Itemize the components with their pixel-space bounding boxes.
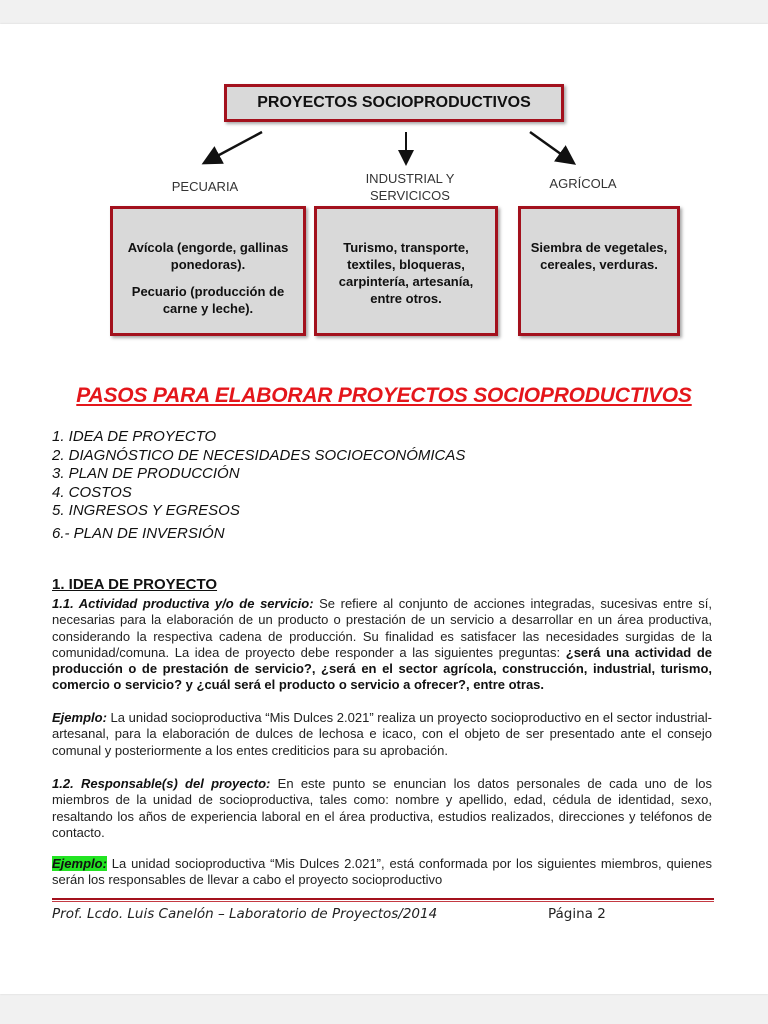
paragraph-questions: ¿será una actividad de producción o de prestación de servicio?, ¿será en el sector agrícola, construcción, industrial, turismo, comercio o servicio? y ¿cuál será el producto o servicio a ofrecer?, entre otras. — [52, 644, 712, 693]
category-box-text: Siembra de vegetales, cereales, verduras. — [530, 240, 668, 272]
document-page — [0, 24, 768, 994]
paragraph-text: La unidad socioproductiva “Mis Dulces 2.021”, está conformada por los siguientes miembros, quienes serán los responsables de llevar a cabo el proyecto socioproductivo — [52, 856, 712, 888]
section-title: 1. IDEA DE PROYECTO — [52, 576, 218, 593]
category-label-pecuaria: PECUARIA — [171, 179, 239, 194]
example-label-highlighted: Ejemplo: — [52, 856, 107, 871]
diagram-root-box — [224, 84, 564, 122]
category-box-industrial — [314, 206, 498, 336]
diagram-root-label: PROYECTOS SOCIOPRODUCTIVOS — [257, 94, 531, 111]
arrow-to-agricola — [530, 132, 572, 162]
footer-rule-bottom — [52, 901, 714, 902]
footer-author: Prof. Lcdo. Luis Canelón – Laboratorio de Proyectos/2014 — [52, 906, 438, 922]
list-item: 5. INGRESOS Y EGRESOS — [52, 502, 240, 519]
paragraph-example-2 — [52, 856, 712, 889]
category-box-pecuaria — [110, 206, 306, 336]
category-box-text: Avícola (engorde, gallinas ponedoras). — [127, 240, 289, 272]
paragraph-activity — [52, 596, 712, 694]
list-item: 1. IDEA DE PROYECTO — [52, 428, 217, 445]
category-box-text: Turismo, transporte, textiles, bloqueras, carpintería, artesanía, entre otros. — [338, 240, 474, 306]
category-box-text: Pecuario (producción de carne y leche). — [131, 284, 285, 316]
list-item: 2. DIAGNÓSTICO DE NECESIDADES SOCIOECONÓMICAS — [52, 446, 466, 464]
footer-page-number: Página 2 — [548, 906, 606, 922]
paragraph-responsables — [52, 776, 712, 841]
footer-rule-top — [52, 898, 714, 900]
steps-list — [52, 428, 465, 543]
category-label-industrial: INDUSTRIAL Y SERVICICOS — [365, 171, 455, 203]
example-label: Ejemplo: — [52, 710, 107, 725]
paragraph-text: En este punto se enuncian los datos personales de cada uno de los miembros de la unidad de socioproductiva, tales como: nombre y apellido, edad, cédula de identidad, sexo, resaltando los años de experiencia laboral en el área productiva, estudios realizados, direcciones y teléfonos de contacto. — [52, 776, 712, 840]
arrow-to-pecuaria — [206, 132, 262, 162]
paragraph-label: 1.1. Actividad productiva y/o de servicio: — [52, 596, 314, 611]
steps-title: PASOS PARA ELABORAR PROYECTOS SOCIOPRODUCTIVOS — [76, 384, 692, 407]
paragraph-text: La unidad socioproductiva “Mis Dulces 2.021” realiza un proyecto socioproductivo en el sector industrial-artesanal, para la elaboración de dulces de lechosa e icaco, con el objeto de ser presentado ante el consejo comunal y posteriormente a los entes crediticios para su aprobación. — [52, 710, 712, 758]
list-item: 3. PLAN DE PRODUCCIÓN — [52, 465, 240, 482]
category-box-agricola — [518, 206, 680, 336]
list-item: 4. COSTOS — [52, 483, 132, 501]
list-item: 6.- PLAN DE INVERSIÓN — [52, 524, 225, 542]
paragraph-label: 1.2. Responsable(s) del proyecto: — [52, 776, 271, 791]
paragraph-example-1 — [52, 710, 712, 759]
paragraph-text: Se refiere al conjunto de acciones integradas, sucesivas entre sí, necesarias para la elaboración de un producto o prestación de un servicio a desarrollar en un área productiva, considerando la respectiva cadena de producción. Su finalidad es satisfacer las necesidades surgidas de la comunidad/comuna. La idea de proyecto debe responder a las siguientes preguntas: — [52, 596, 712, 660]
category-label-agricola: AGRÍCOLA — [549, 176, 617, 191]
